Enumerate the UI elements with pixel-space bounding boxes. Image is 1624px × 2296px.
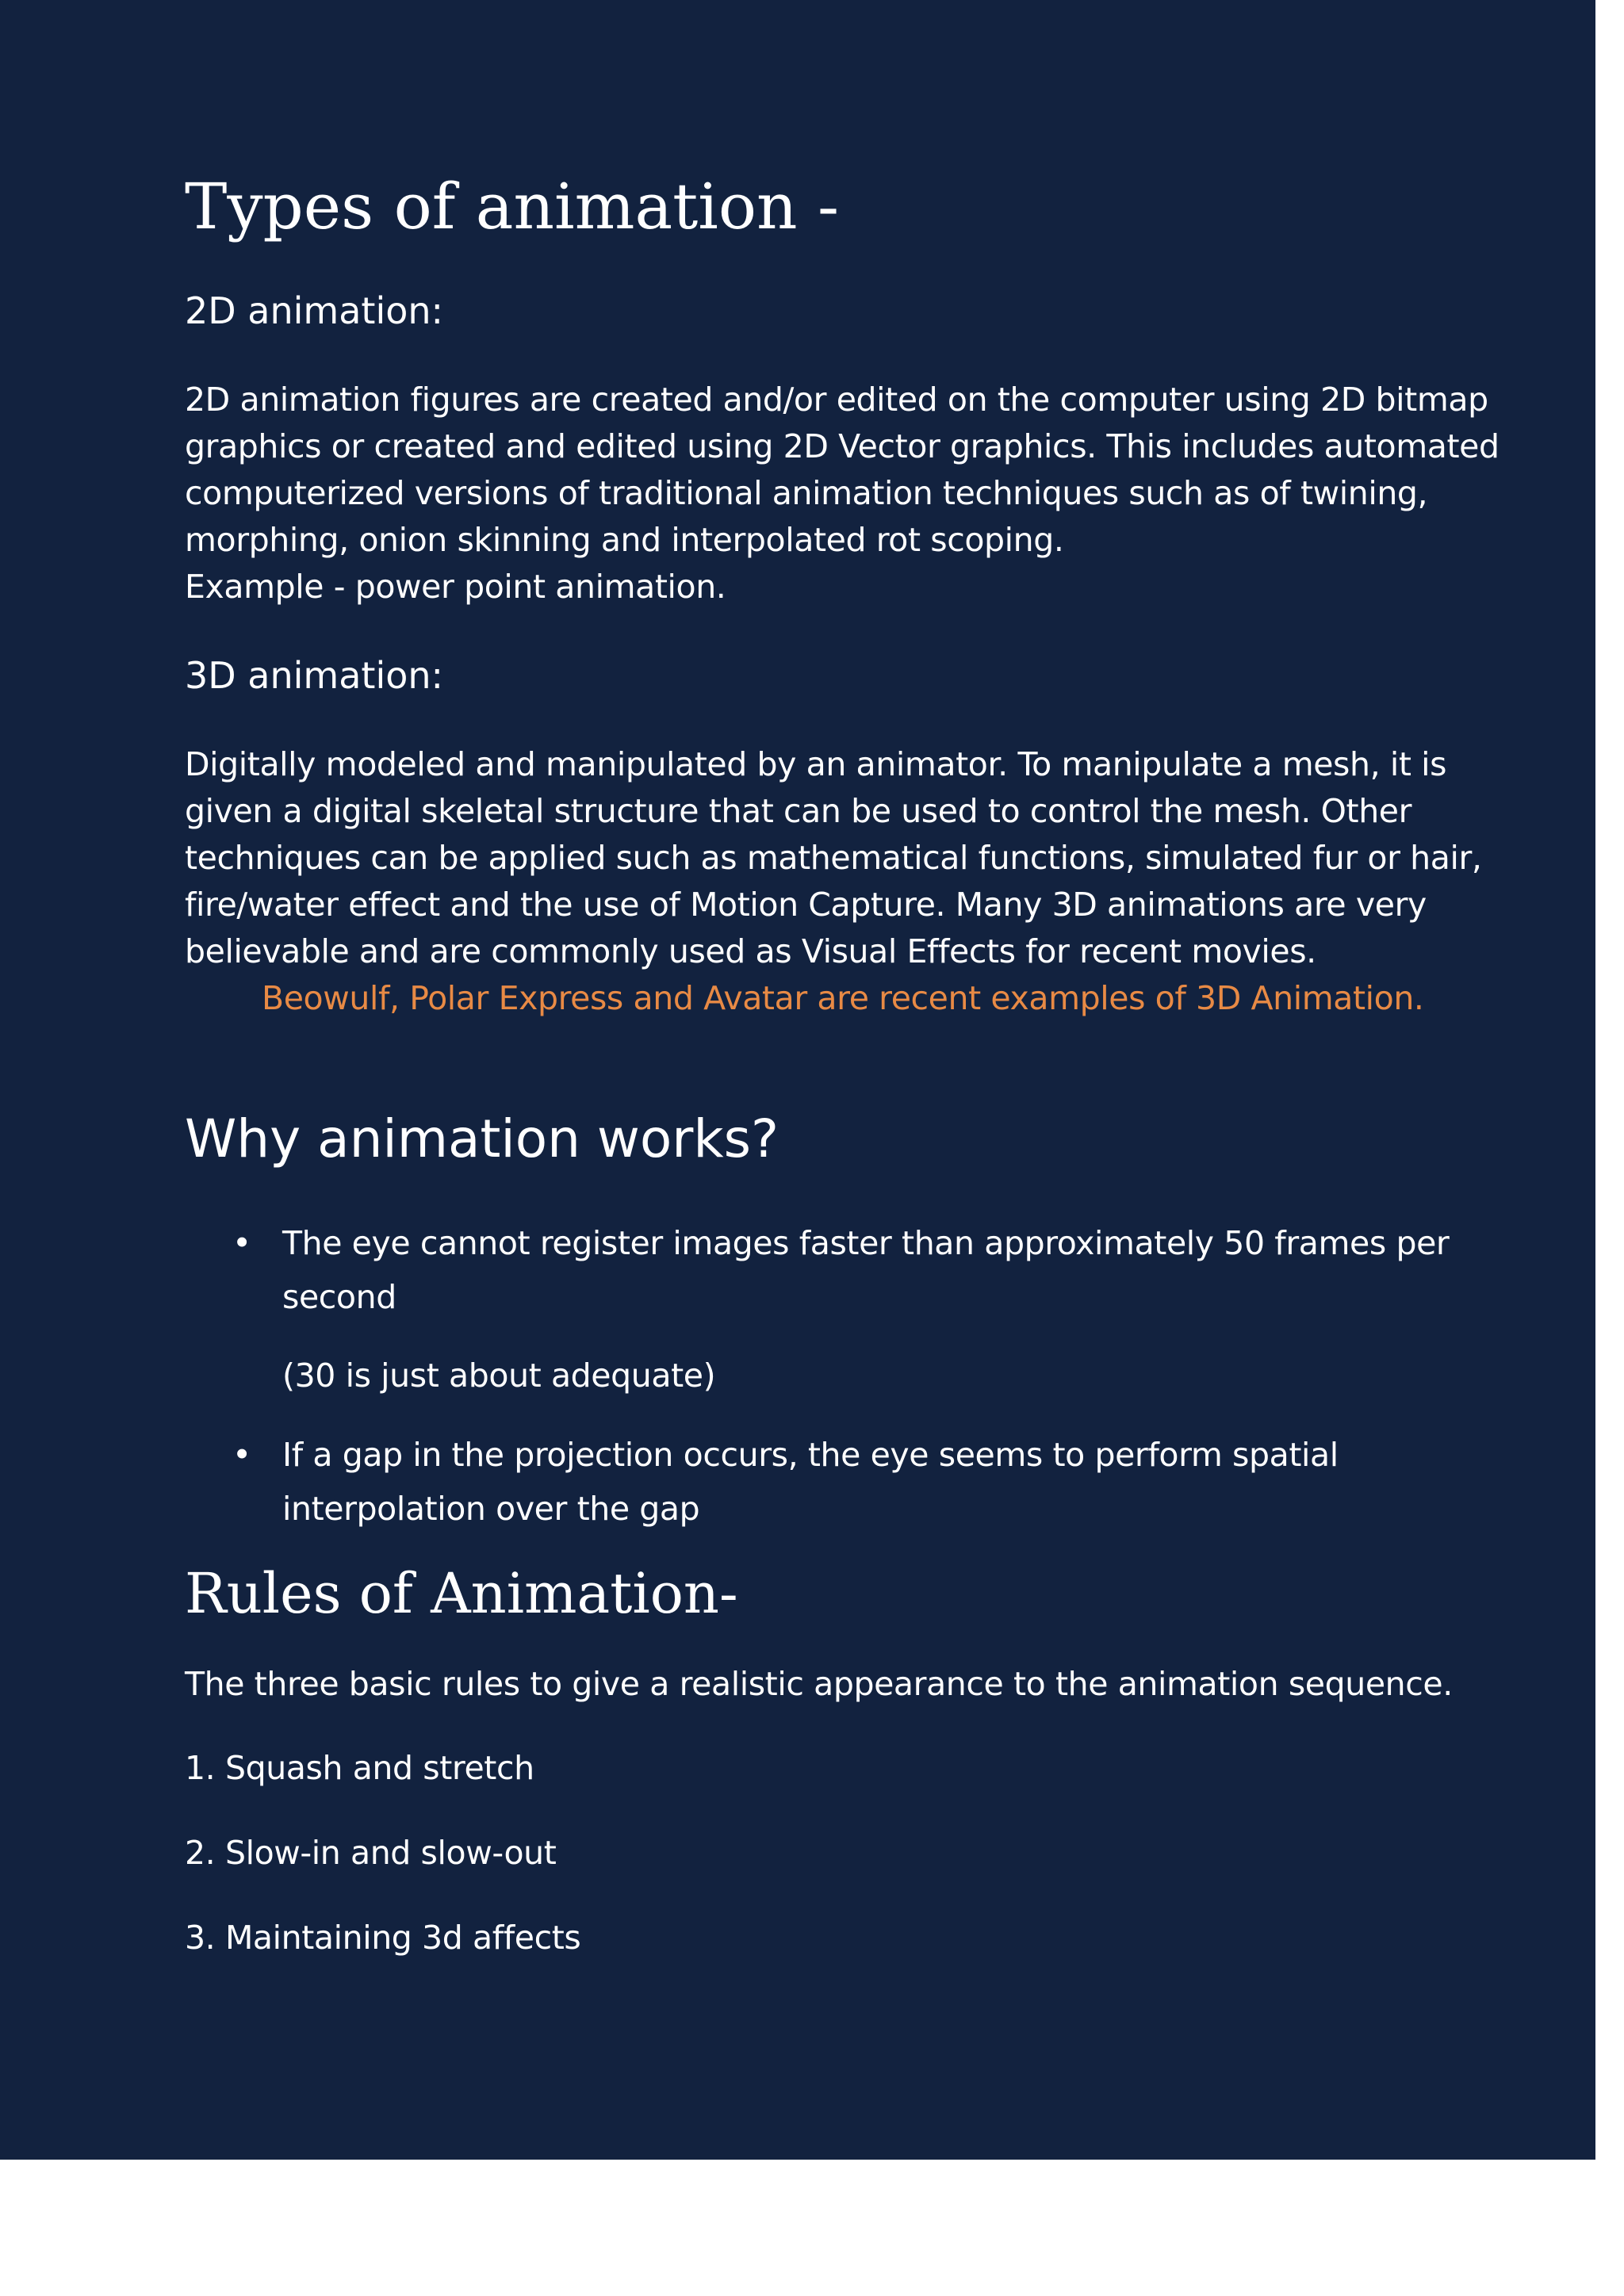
heading-why-animation-works: Why animation works? <box>185 1108 779 1169</box>
text-line: techniques can be applied such as mathematical functions, simulated fur or hair, <box>185 839 1482 877</box>
rules-intro: The three basic rules to give a realistic appearance to the animation sequence. <box>185 1665 1453 1704</box>
text-line: Digitally modeled and manipulated by an animator. To manipulate a mesh, it is <box>185 745 1447 783</box>
paragraph-2d-animation <box>185 377 1500 610</box>
highlight-examples: Beowulf, Polar Express and Avatar are recent examples of 3D Animation. <box>262 979 1424 1017</box>
list-item <box>185 1428 1469 1536</box>
page-title: Types of animation - <box>185 170 840 243</box>
bullet-list <box>185 1428 1469 1536</box>
rule-item: 1. Squash and stretch <box>185 1749 534 1788</box>
bullet-icon: • <box>232 1435 251 1474</box>
bullet-text: The eye cannot register images faster than approximately 50 frames per second <box>282 1223 1450 1316</box>
text-line: morphing, onion skinning and interpolated rot scoping. <box>185 521 1064 559</box>
heading-3d-animation: 3D animation: <box>185 654 444 697</box>
list-item <box>185 1216 1469 1324</box>
bullet-icon: • <box>232 1223 251 1262</box>
page-content <box>185 170 1500 1999</box>
bullet-text: If a gap in the projection occurs, the eye seems to perform spatial interpolation over the gap <box>282 1435 1339 1528</box>
text-line: 2D animation figures are created and/or edited on the computer using 2D bitmap <box>185 381 1488 419</box>
bullet-list <box>185 1216 1469 1324</box>
heading-2d-animation: 2D animation: <box>185 289 444 332</box>
rule-item: 2. Slow-in and slow-out <box>185 1834 557 1873</box>
rule-item: 3. Maintaining 3d affects <box>185 1919 581 1957</box>
text-line: fire/water effect and the use of Motion Capture. Many 3D animations are very <box>185 886 1427 924</box>
text-line: believable and are commonly used as Visual Effects for recent movies. <box>185 932 1316 970</box>
text-line: computerized versions of traditional animation techniques such as of twining, <box>185 474 1428 512</box>
heading-rules-of-animation: Rules of Animation- <box>185 1560 738 1626</box>
paragraph-3d-animation <box>185 741 1482 1022</box>
text-line: graphics or created and edited using 2D Vector graphics. This includes automated <box>185 427 1500 465</box>
text-line: given a digital skeletal structure that can be used to control the mesh. Other <box>185 792 1412 830</box>
frame-rate-note: (30 is just about adequate) <box>282 1356 716 1395</box>
text-line: Example - power point animation. <box>185 568 726 606</box>
